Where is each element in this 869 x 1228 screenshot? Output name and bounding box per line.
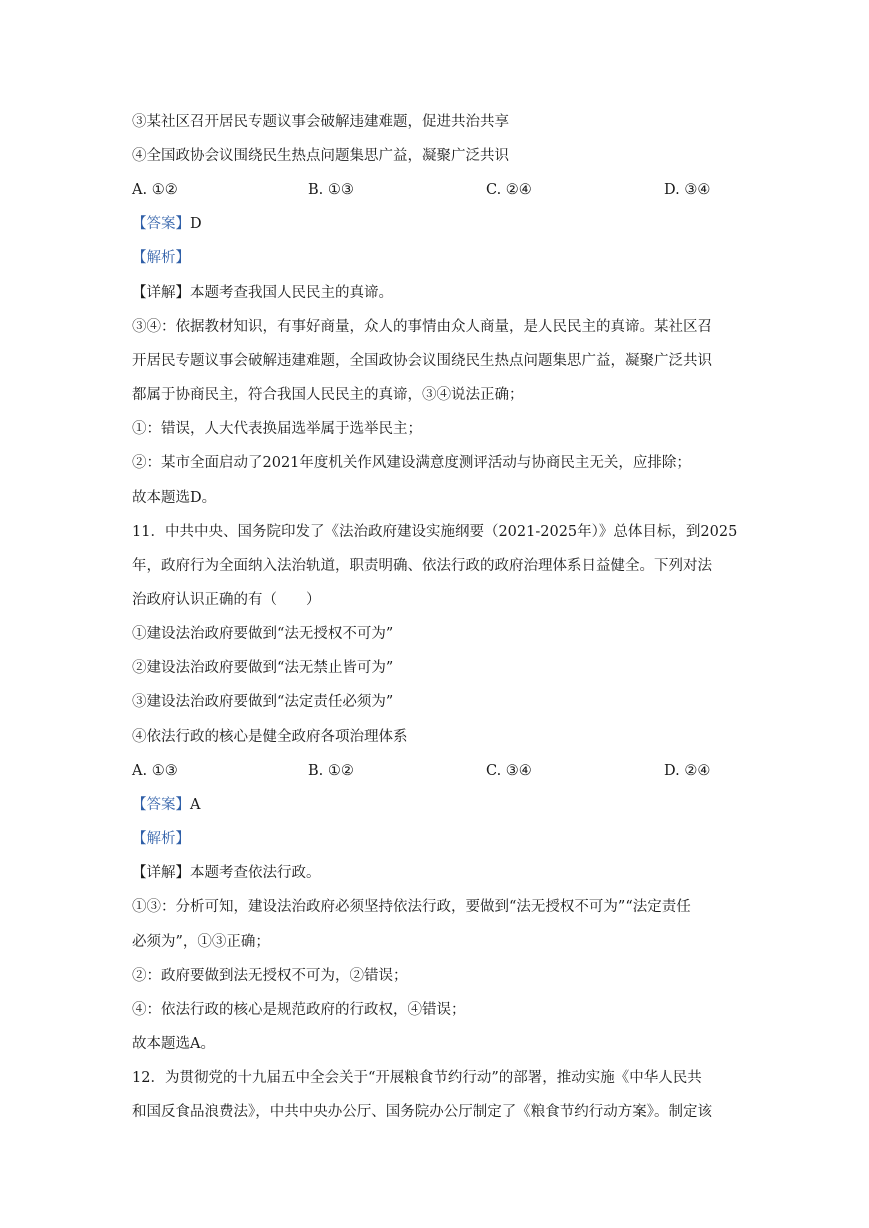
q11-explanation-line: 必须为”，①③正确； xyxy=(132,934,270,950)
q10-item-3: ③某社区召开居民专题议事会破解违建难题，促进共治共享 xyxy=(132,114,509,130)
answer-value: D xyxy=(190,216,202,232)
q10-conclusion: 故本题选D。 xyxy=(132,490,217,506)
q11-detail: 【详解】本题考查依法行政。 xyxy=(132,865,321,881)
q10-item-4: ④全国政协会议围绕民生热点问题集思广益，凝聚广泛共识 xyxy=(132,148,509,164)
q11-item-1: ①建设法治政府要做到“法无授权不可为” xyxy=(132,626,394,642)
q10-answer xyxy=(132,214,740,234)
q10-option-d: D. ③④ xyxy=(664,182,711,198)
q10-explanation-line: 开居民专题议事会破解违建难题，全国政协会议围绕民生热点问题集思广益，凝聚广泛共识 xyxy=(132,353,712,369)
q11-options xyxy=(132,761,740,781)
q11-explanation-line: ②：政府要做到法无授权不可为，②错误； xyxy=(132,968,408,984)
answer-value: A xyxy=(190,797,201,813)
q10-detail: 【详解】本题考查我国人民民主的真谛。 xyxy=(132,285,393,301)
q11-option-b: B. ①② xyxy=(308,763,354,779)
answer-tag: 【答案】 xyxy=(132,797,190,813)
q11-item-3: ③建设法治政府要做到“法定责任必须为” xyxy=(132,694,394,710)
q10-option-c: C. ②④ xyxy=(486,182,532,198)
q11-stem-line: 治政府认识正确的有（ ） xyxy=(132,592,321,608)
q11-item-2: ②建设法治政府要做到“法无禁止皆可为” xyxy=(132,660,394,676)
q11-option-a: A. ①③ xyxy=(132,763,178,779)
q10-option-b: B. ①③ xyxy=(308,182,354,198)
q10-explanation-line: ①：错误，人大代表换届选举属于选举民主； xyxy=(132,421,422,437)
q11-stem-line: 11．中共中央、国务院印发了《法治政府建设实施纲要（2021-2025年）》总体目标，到2025 xyxy=(132,524,738,540)
q11-option-c: C. ③④ xyxy=(486,763,532,779)
q11-explanation-line: ④：依法行政的核心是规范政府的行政权，④错误； xyxy=(132,1002,466,1018)
q12-stem-line: 和国反食品浪费法》，中共中央办公厅、国务院办公厅制定了《粮食节约行动方案》。制定该 xyxy=(132,1104,712,1120)
q11-stem-line: 年，政府行为全面纳入法治轨道，职责明确、依法行政的政府治理体系日益健全。下列对法 xyxy=(132,558,712,574)
q11-conclusion: 故本题选A。 xyxy=(132,1036,215,1052)
q12-stem-line: 12．为贯彻党的十九届五中全会关于“开展粮食节约行动”的部署，推动实施《中华人民共 xyxy=(132,1070,702,1086)
q11-option-d: D. ②④ xyxy=(664,763,711,779)
q11-explanation-line: ①③：分析可知，建设法治政府必须坚持依法行政，要做到“法无授权不可为”“法定责任 xyxy=(132,899,691,915)
q10-explanation-line: 都属于协商民主，符合我国人民民主的真谛，③④说法正确； xyxy=(132,387,524,403)
q10-explanation-line: ②：某市全面启动了2021年度机关作风建设满意度测评活动与协商民主无关，应排除； xyxy=(132,455,691,471)
q10-options xyxy=(132,180,740,200)
q11-item-4: ④依法行政的核心是健全政府各项治理体系 xyxy=(132,729,408,745)
q10-analysis-tag: 【解析】 xyxy=(132,250,190,266)
q11-analysis-tag: 【解析】 xyxy=(132,831,190,847)
q11-answer xyxy=(132,795,740,815)
q10-option-a: A. ①② xyxy=(132,182,178,198)
q10-explanation-line: ③④：依据教材知识，有事好商量，众人的事情由众人商量，是人民民主的真谛。某社区召 xyxy=(132,319,712,335)
answer-tag: 【答案】 xyxy=(132,216,190,232)
